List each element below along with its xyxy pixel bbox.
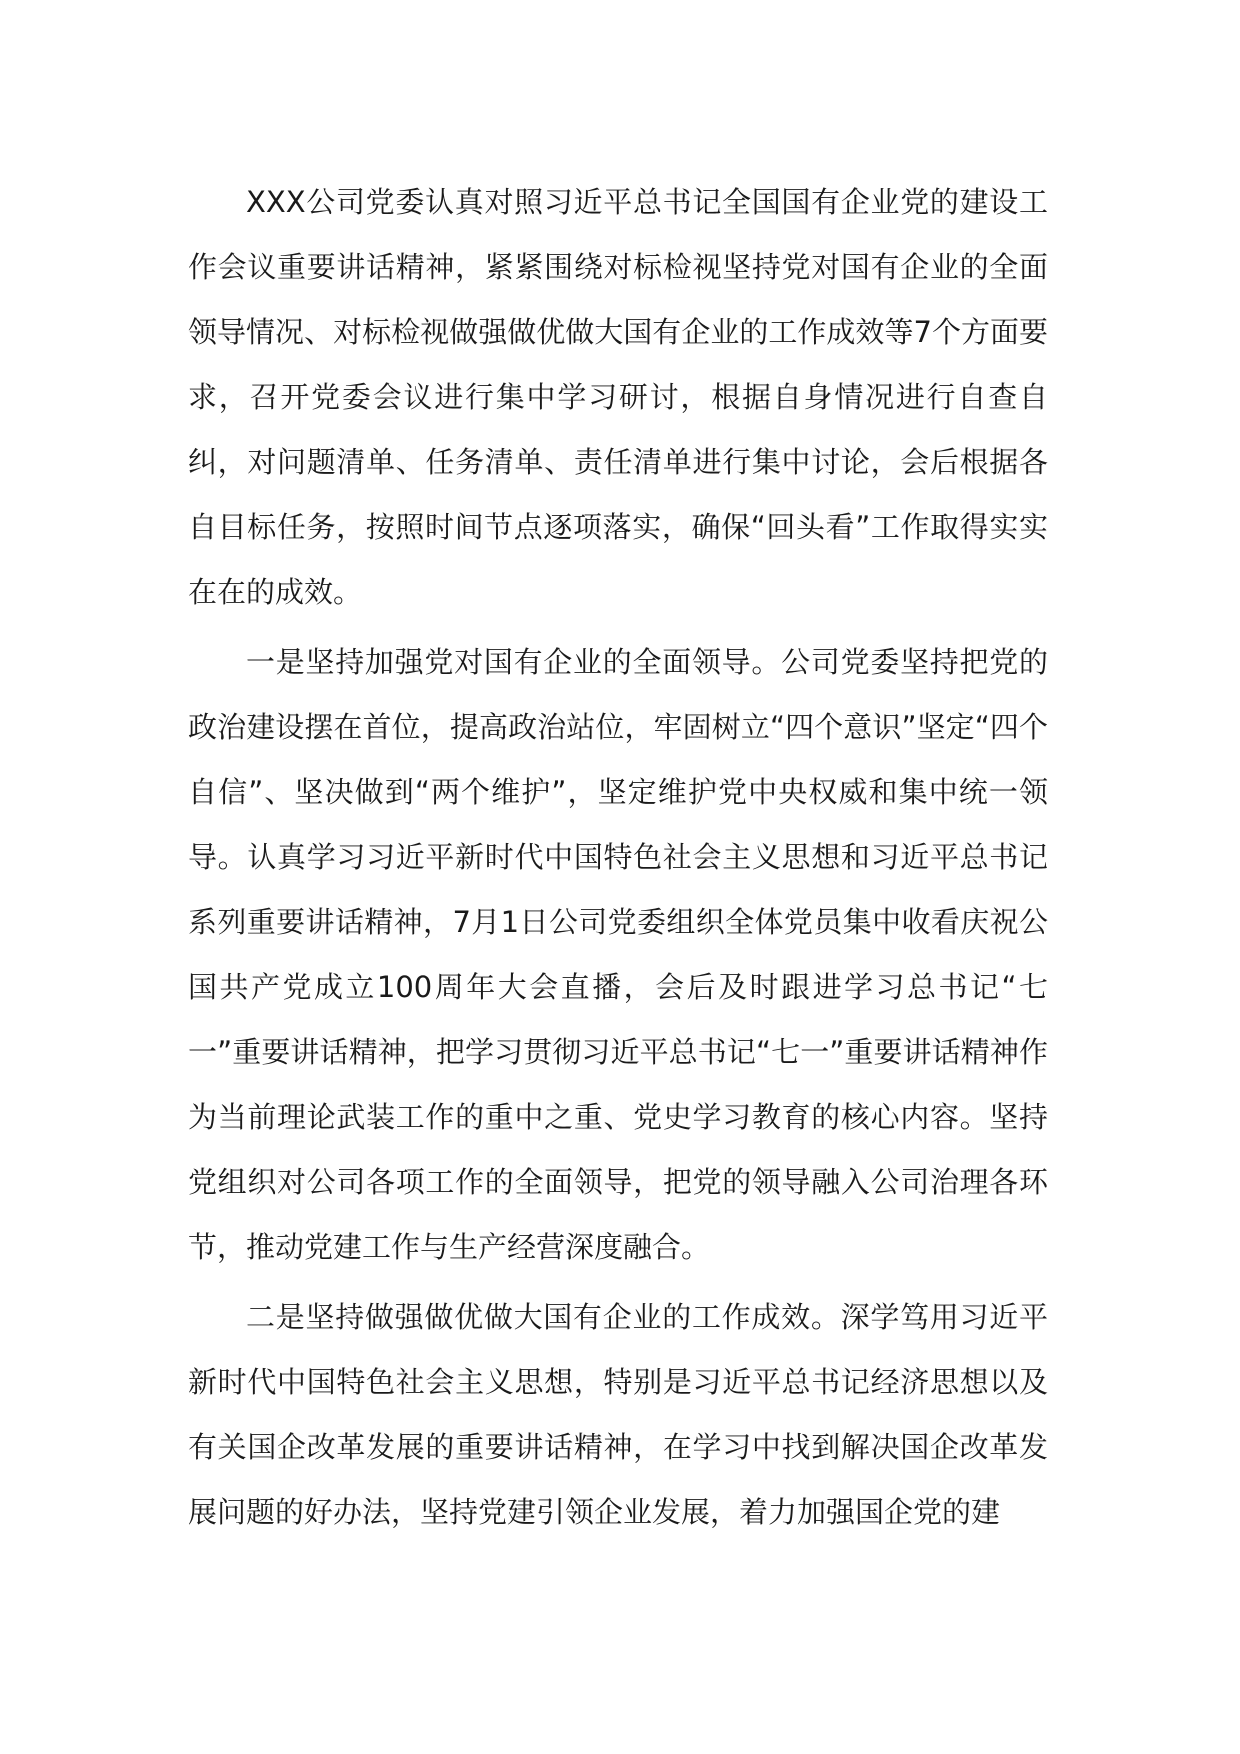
paragraph-effectiveness: 二是坚持做强做优做大国有企业的工作成效。深学笃用习近平新时代中国特色社会主义思想，特别是习近平总书记经济思想以及有关国企改革发展的重要讲话精神，在学习中找到解决国企改革发展问题的好办法，坚持党建引领企业发展，着力加强国企党的建 (188, 1300, 1048, 1529)
document-body (188, 170, 1048, 1550)
paragraph-intro: XXX公司党委认真对照习近平总书记全国国有企业党的建设工作会议重要讲话精神，紧紧围绕对标检视坚持党对国有企业的全面领导情况、对标检视做强做优做大国有企业的工作成效等7个方面要求，召开党委会议进行集中学习研讨，根据自身情况进行自查自纠，对问题清单、任务清单、责任清单进行集中讨论，会后根据各自目标任务，按照时间节点逐项落实，确保“回头看”工作取得实实在在的成效。 (188, 185, 1048, 609)
paragraph-leadership: 一是坚持加强党对国有企业的全面领导。公司党委坚持把党的政治建设摆在首位，提高政治站位，牢固树立“四个意识”坚定“四个自信”、坚决做到“两个维护”，坚定维护党中央权威和集中统一领导。认真学习习近平新时代中国特色社会主义思想和习近平总书记系列重要讲话精神，7月1日公司党委组织全体党员集中收看庆祝公国共产党成立100周年大会直播，会后及时跟进学习总书记“七一”重要讲话精神，把学习贯彻习近平总书记“七一”重要讲话精神作为当前理论武装工作的重中之重、党史学习教育的核心内容。坚持党组织对公司各项工作的全面领导，把党的领导融入公司治理各环节，推动党建工作与生产经营深度融合。 (188, 645, 1048, 1264)
